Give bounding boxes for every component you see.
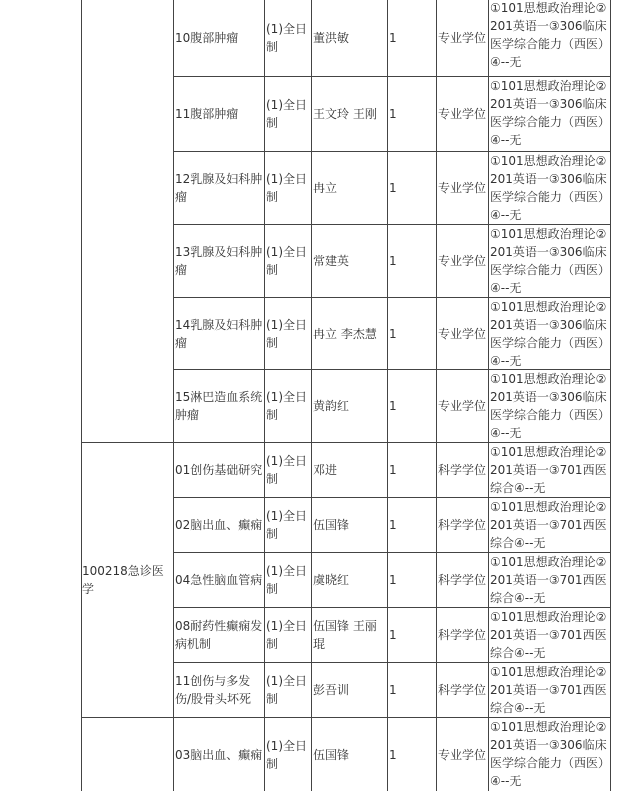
mode-cell: (1)全日制	[266, 98, 307, 130]
degree-cell: 专业学位	[438, 254, 487, 268]
mode-cell: (1)全日制	[266, 619, 307, 651]
exam-cell: ①101思想政治理论②201英语一③701西医综合④--无	[490, 555, 607, 605]
exam-cell: ①101思想政治理论②201英语一③306临床医学综合能力（西医）④--无	[490, 79, 607, 147]
direction-cell: 03脑出血、癫痫	[175, 748, 263, 762]
quota-cell: 1	[389, 518, 397, 532]
direction-cell: 08耐药性癫痫发病机制	[175, 619, 263, 651]
degree-cell: 科学学位	[438, 628, 487, 642]
direction-cell: 14乳腺及妇科肿瘤	[175, 317, 263, 350]
column-divider	[264, 0, 265, 791]
exam-cell: ①101思想政治理论②201英语一③306临床医学综合能力（西医）④--无	[490, 227, 607, 295]
quota-cell: 1	[389, 326, 397, 341]
degree-cell: 科学学位	[438, 573, 487, 587]
quota-cell: 1	[389, 181, 397, 195]
direction-cell: 01创伤基础研究	[175, 463, 263, 477]
direction-cell: 11腹部肿瘤	[175, 107, 239, 121]
mode-cell: (1)全日制	[266, 454, 307, 486]
quota-cell: 1	[389, 683, 397, 697]
quota-cell: 1	[389, 628, 397, 642]
column-divider	[436, 0, 437, 791]
direction-cell: 12乳腺及妇科肿瘤	[175, 172, 263, 204]
exam-cell: ①101思想政治理论②201英语一③306临床医学综合能力（西医）④--无	[490, 154, 607, 222]
mode-cell: (1)全日制	[266, 390, 307, 422]
degree-cell: 专业学位	[438, 30, 487, 45]
supervisor-cell: 伍国锋 王丽琨	[313, 619, 377, 651]
mode-cell: (1)全日制	[266, 564, 307, 596]
exam-cell: ①101思想政治理论②201英语一③306临床医学综合能力（西医）④--无	[490, 300, 607, 368]
degree-cell: 专业学位	[438, 326, 487, 341]
mode-cell: (1)全日制	[266, 317, 307, 350]
column-divider	[610, 0, 611, 791]
subject-cell: 100218急诊医学	[82, 564, 164, 596]
mode-cell: (1)全日制	[266, 739, 307, 771]
mode-cell: (1)全日制	[266, 509, 307, 541]
exam-cell: ①101思想政治理论②201英语一③306临床医学综合能力（西医）④--无	[490, 720, 607, 788]
supervisor-cell: 邓进	[313, 463, 338, 477]
degree-cell: 科学学位	[438, 683, 487, 697]
exam-cell: ①101思想政治理论②201英语一③701西医综合④--无	[490, 500, 607, 550]
direction-cell: 11创伤与多发伤/股骨头坏死	[175, 674, 252, 706]
supervisor-cell: 伍国锋	[313, 748, 350, 762]
direction-cell: 15淋巴造血系统肿瘤	[175, 390, 263, 422]
subject-cell	[82, 0, 172, 442]
mode-cell: (1)全日制	[266, 172, 307, 204]
mode-cell: (1)全日制	[266, 21, 307, 54]
degree-cell: 科学学位	[438, 518, 487, 532]
degree-cell: 专业学位	[438, 399, 487, 413]
supervisor-cell: 冉立	[313, 181, 338, 195]
exam-cell: ①101思想政治理论②201英语一③306临床医学综合能力（西医）④--无	[490, 1, 607, 69]
quota-cell: 1	[389, 254, 397, 268]
column-divider	[387, 0, 388, 791]
direction-cell: 04急性脑血管病	[175, 573, 263, 587]
quota-cell: 1	[389, 748, 397, 762]
quota-cell: 1	[389, 463, 397, 477]
mode-cell: (1)全日制	[266, 674, 307, 706]
column-divider	[173, 0, 174, 791]
supervisor-cell: 伍国锋	[313, 518, 350, 532]
direction-cell: 02脑出血、癫痫	[175, 518, 263, 532]
direction-cell: 13乳腺及妇科肿瘤	[175, 245, 263, 277]
subject-cell	[82, 718, 172, 792]
supervisor-cell: 彭吾训	[313, 683, 350, 697]
degree-cell: 专业学位	[438, 107, 487, 121]
exam-cell: ①101思想政治理论②201英语一③701西医综合④--无	[490, 665, 607, 715]
quota-cell: 1	[389, 573, 397, 587]
supervisor-cell: 董洪敏	[313, 30, 350, 45]
degree-cell: 专业学位	[438, 181, 487, 195]
degree-cell: 专业学位	[438, 748, 487, 762]
supervisor-cell: 冉立 李杰慧	[313, 326, 377, 341]
mode-cell: (1)全日制	[266, 245, 307, 277]
quota-cell: 1	[389, 399, 397, 413]
supervisor-cell: 虞晓红	[313, 573, 350, 587]
column-divider	[488, 0, 489, 791]
quota-cell: 1	[389, 107, 397, 121]
supervisor-cell: 王文玲 王刚	[313, 107, 377, 121]
supervisor-cell: 黄韵红	[313, 399, 350, 413]
degree-cell: 科学学位	[438, 463, 487, 477]
supervisor-cell: 常建英	[313, 254, 350, 268]
direction-cell: 10腹部肿瘤	[175, 30, 239, 45]
quota-cell: 1	[389, 30, 397, 45]
exam-cell: ①101思想政治理论②201英语一③701西医综合④--无	[490, 610, 607, 660]
exam-cell: ①101思想政治理论②201英语一③306临床医学综合能力（西医）④--无	[490, 372, 607, 440]
column-divider	[311, 0, 312, 791]
exam-cell: ①101思想政治理论②201英语一③701西医综合④--无	[490, 445, 607, 495]
